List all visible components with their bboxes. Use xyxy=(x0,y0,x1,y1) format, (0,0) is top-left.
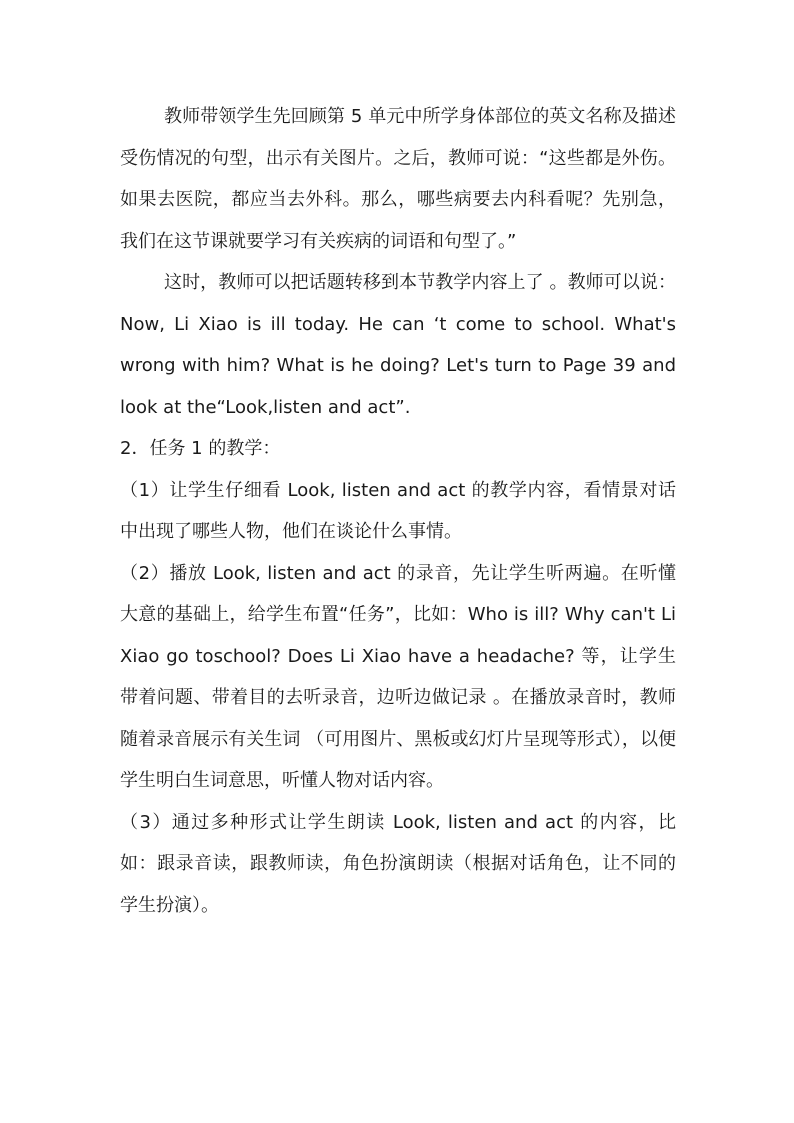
step-2-paragraph: （2）播放 Look, listen and act 的录音，先让学生听两遍。在听懂大意的基础上，给学生布置“任务”，比如：Who is ill? Why can't Li Xiao go toschool? Does Li Xiao have a headache? 等，让学生带着问题、带着目的去听录音，边听边做记录 。在播放录音时，教师随着录音展示有关生词 （可用图片、黑板或幻灯片呈现等形式），以便学生明白生词意思，听懂人物对话内容。 xyxy=(120,562,676,791)
paragraph-topic-transition: 这时，教师可以把话题转移到本节教学内容上了 。教师可以说：Now, Li Xiao is ill today. He can ‘t come to school. What's wrong with him? What is he doing? Let's turn to Page 39 and look at the“Look,listen and act”. xyxy=(120,272,676,418)
section-heading-task-1: 2．任务 1 的教学： xyxy=(120,438,281,459)
document-body xyxy=(120,96,676,926)
step-1-paragraph: （1）让学生仔细看 Look, listen and act 的教学内容，看情景对话中出现了哪些人物，他们在谈论什么事情。 xyxy=(120,479,676,542)
paragraph-review-intro: 教师带领学生先回顾第 5 单元中所学身体部位的英文名称及描述受伤情况的句型，出示有关图片。之后，教师可说：“这些都是外伤。如果去医院，都应当去外科。那么，哪些病要去内科看呢？先别急，我们在这节课就要学习有关疾病的词语和句型了。” xyxy=(120,106,676,252)
step-3-paragraph: （3）通过多种形式让学生朗读 Look, listen and act 的内容，比如：跟录音读，跟教师读，角色扮演朗读（根据对话角色，让不同的学生扮演）。 xyxy=(120,811,676,916)
